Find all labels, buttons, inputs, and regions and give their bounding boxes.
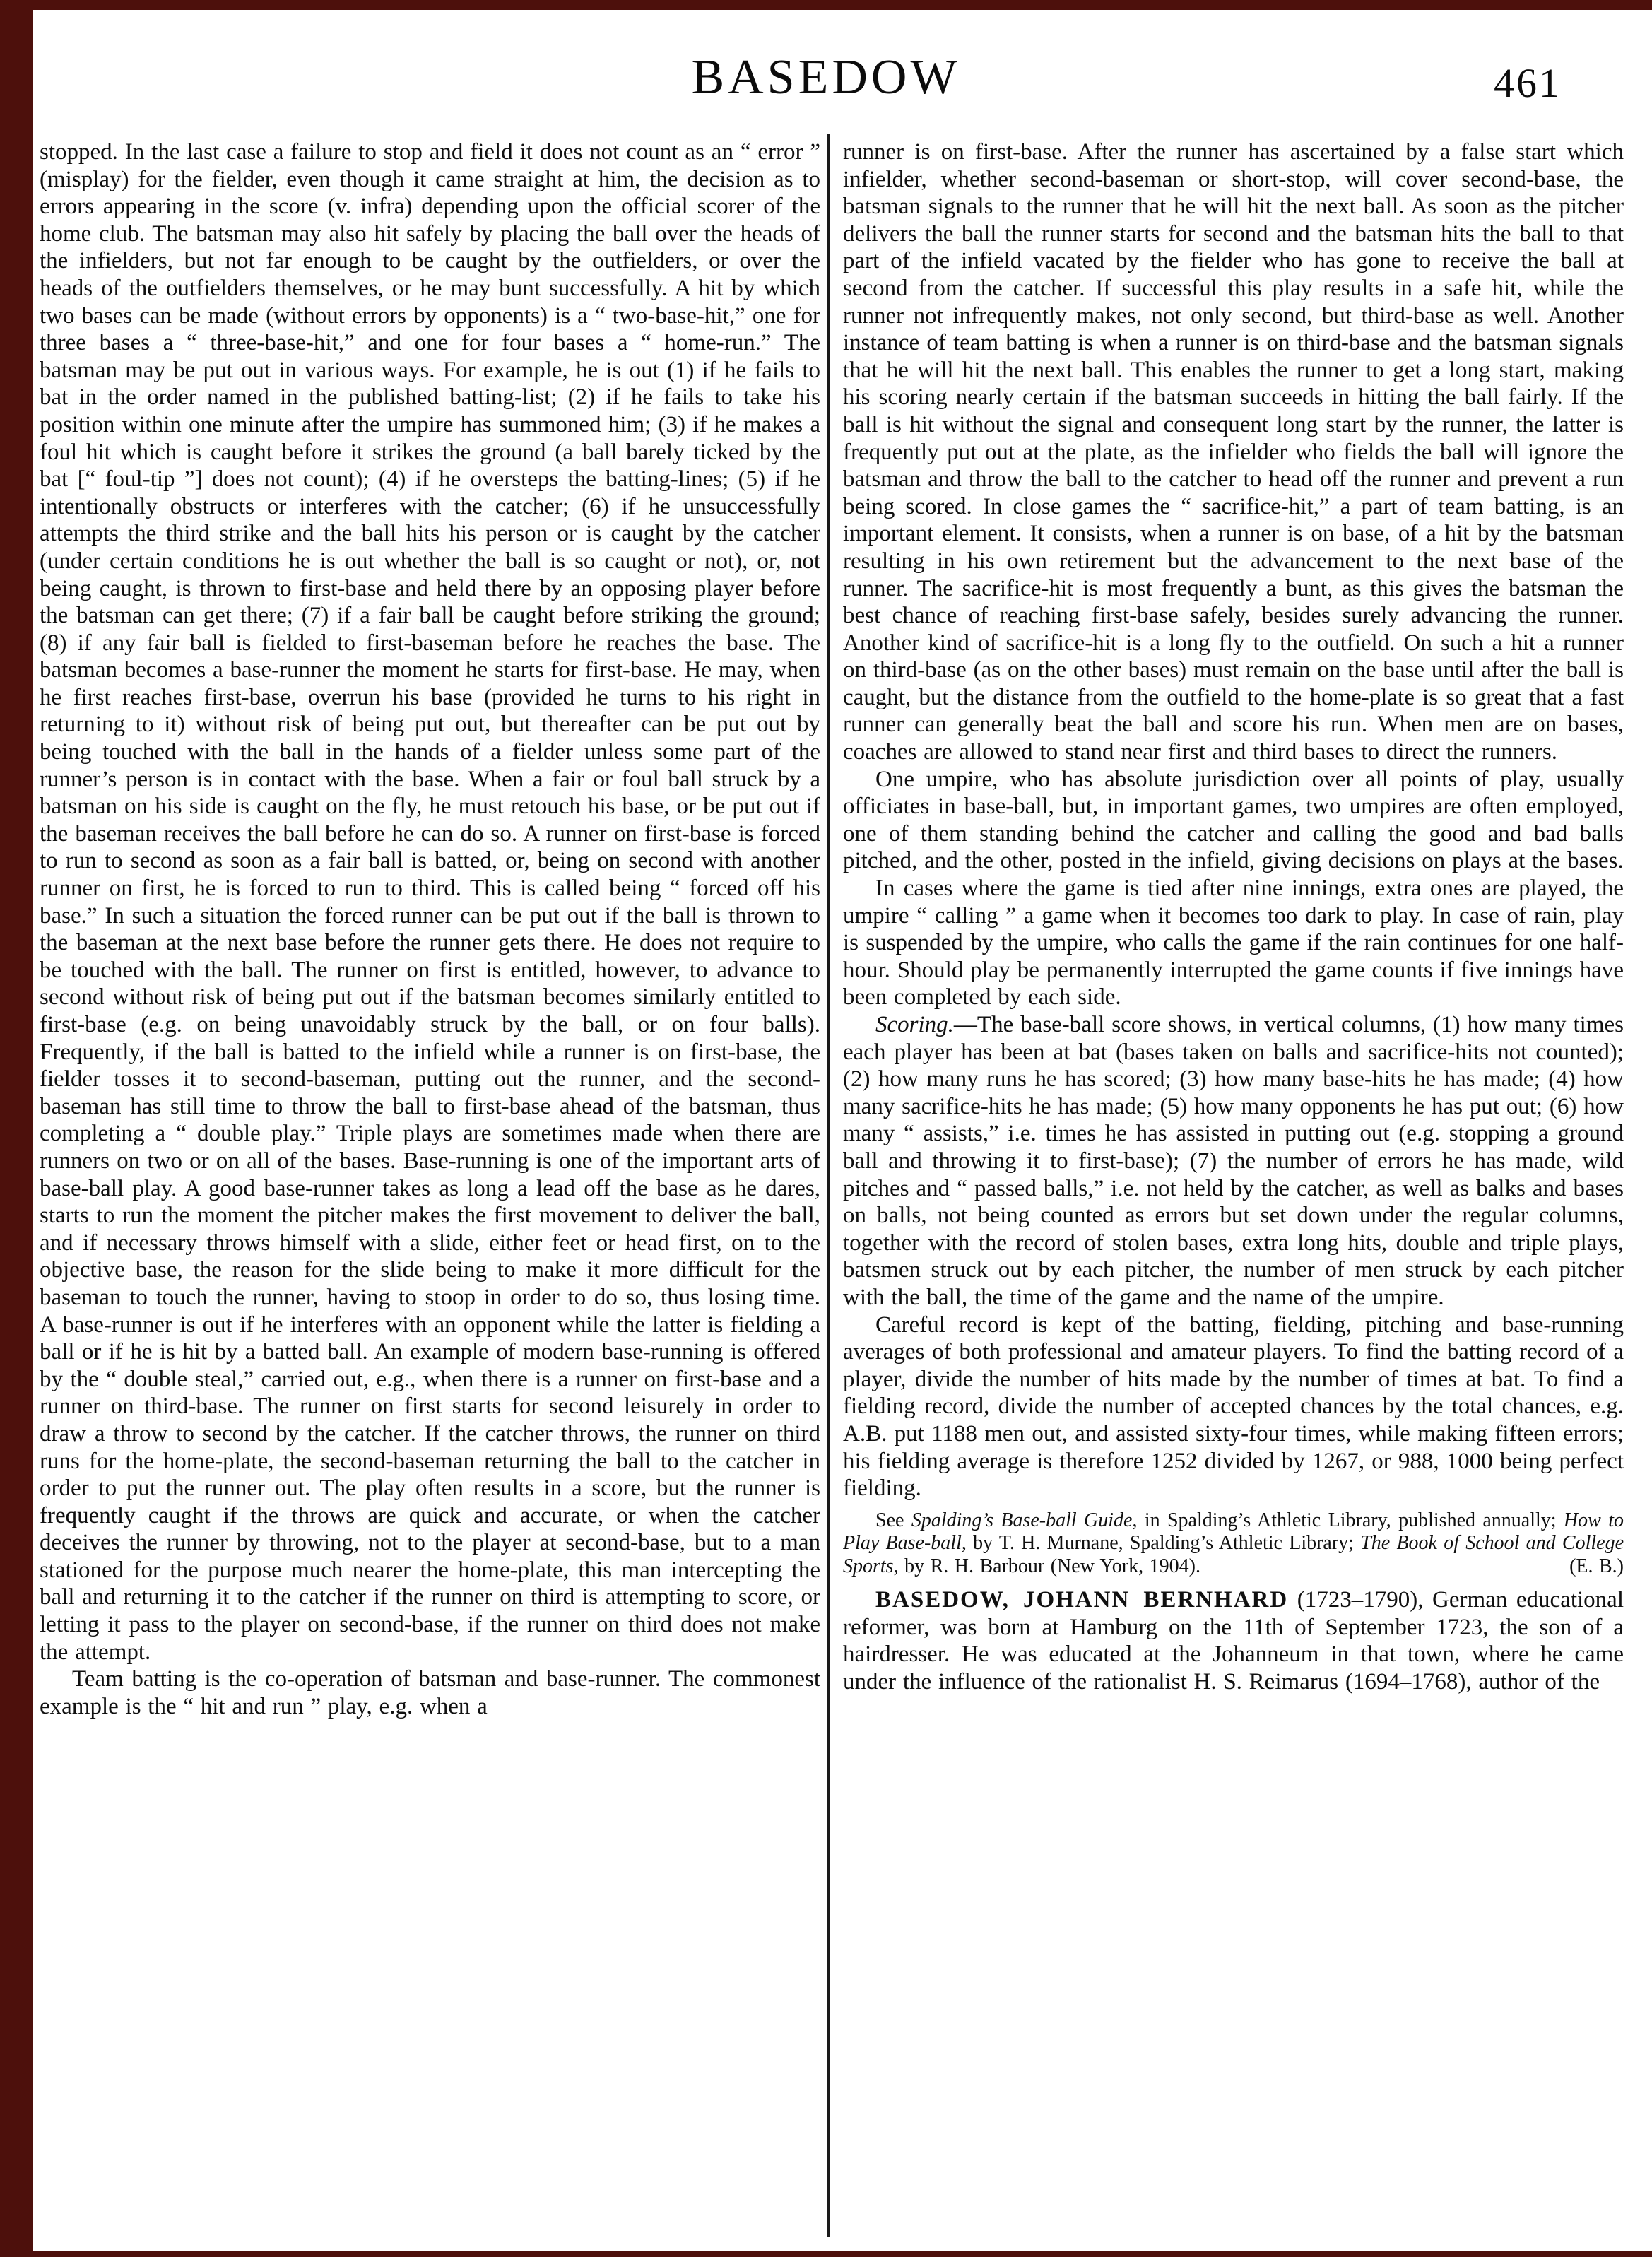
paragraph-scoring (843, 1011, 1624, 1312)
biblio-text: See (875, 1509, 911, 1531)
paragraph-team-batting: Team batting is the co-operation of batsman and base-runner. The commonest example is the “ hit and run ” play, e.g. when a (40, 1666, 820, 1719)
scan-gutter-top (0, 0, 1652, 10)
paragraph-hit-and-run: runner is on first-base. After the runner has ascertained by a false start which infielder, whether second-baseman or short-stop, will cover second-base, the batsman signals to the runner that he will hit the next ball. As soon as the pitcher delivers the ball the runner starts for second and the batsman hits the ball to that part of the infield vacated by the fielder who has gone to receive the ball at second from the catcher. If successful this play results in a safe hit, while the runner not infrequently makes, not only second, but third-base as well. Another instance of team batting is when a runner is on third-base and the batsman signals that he will hit the next ball. This enables the runner to get a long start, making his scoring nearly certain if the batsman succeeds in hitting the ball fairly. If the ball is hit without the signal and consequent long start by the runner, the latter is frequently put out at the plate, as the infielder who fields the ball will ignore the batsman and throw the ball to the catcher to head off the runner and prevent a run being scored. In close games the “ sacrifice-hit,” a part of team batting, is an important element. It consists, when a runner is on base, of a hit by the batsman resulting in his own retirement but the advancement to the next base of the runner. The sacrifice-hit is most frequently a bunt, as this gives the batsman the best chance of reaching first-base safely, besides surely advancing the runner. Another kind of sacrifice-hit is a long fly to the outfield. On such a hit a runner on third-base (as on the other bases) must remain on the base until after the ball is caught, but the distance from the outfield to the home-plate is so great that a fast runner can generally beat the ball and score his run. When men are on bases, coaches are allowed to stand near first and third bases to direct the runners. (843, 139, 1624, 765)
paragraph-bibliography (843, 1509, 1624, 1579)
paragraph-umpires: One umpire, who has absolute jurisdiction over all points of play, usually officiates in base-ball, but, in important games, two umpires are often employed, one of them standing behind the catcher and calling the good and bad balls pitched, and the other, posted in the infield, giving decisions on plays at the bases. (843, 766, 1624, 874)
paragraph-batting-rules: stopped. In the last case a failure to stop and field it does not count as an “ error ” (misplay) for the fielder, even though it came straight at him, the decision as to errors appearing in the score (v. infra) depending upon the official scorer of the home club. The batsman may also hit safely by placing the ball over the heads of the infielders, but not far enough to be caught by the outfielders, or over the heads of the outfielders themselves, or he may bunt successfully. A hit by which two bases can be made (without errors by opponents) is a “ two-base-hit,” one for three bases a “ three-base-hit,” and one for four bases a “ home-run.” The batsman may be put out in various ways. For example, he is out (1) if he fails to bat in the order named in the published batting-list; (2) if he fails to take his position within one minute after the umpire has summoned him; (3) if he makes a foul hit which is caught before it strikes the ground (a ball barely ticked by the bat [“ foul-tip ”] does not count); (4) if he oversteps the batting-lines; (5) if he intentionally obstructs or interferes with the catcher; (6) if he unsuccessfully attempts the third strike and the ball hits his person or is caught by the catcher (under certain conditions he is out whether the ball is so caught or not), or, not being caught, is thrown to first-base and held there by an opposing player before the batsman can get there; (7) if a fair ball be caught before striking the ground; (8) if any fair ball is fielded to first-baseman before he reaches the base. The batsman becomes a base-runner the moment he starts for first-base. He may, when he first reaches first-base, overrun his base (provided he turns to his right in returning to it) without risk of being put out, but thereafter can be put out by being touched with the ball in the hands of a fielder unless some part of the runner’s person is in contact with the base. When a fair or foul ball struck by a batsman on his side is caught on the fly, he must retouch his base, or be put out if the baseman receives the ball before he can do so. A runner on first-base is forced to run to second as soon as a fair ball is batted, or, being on second with another runner on first, he is forced to run to third. This is called being “ forced off his base.” In such a situation the forced runner can be put out if the ball is thrown to the baseman at the next base before the runner gets there. He does not require to be touched with the ball. The runner on first is entitled, however, to advance to second without risk of being put out if the batsman becomes similarly entitled to first-base (e.g. on being unavoidably struck by the ball, or on four balls). Frequently, if the ball is batted to the infield while a runner is on first-base, the fielder tosses it to second-baseman, putting out the runner, and the second-baseman has still time to throw the ball to first-base ahead of the batsman, thus completing a “ double play.” Triple plays are sometimes made when there are runners on two or on all of the bases. Base-running is one of the important arts of base-ball play. A good base-runner takes as long a lead off the base as he dares, starts to run the moment the pitcher makes the first movement to deliver the ball, and if necessary throws himself with a slide, either feet or head first, on to the objective base, the reason for the slide being to make it more difficult for the baseman to touch the runner, having to stoop in order to do so, thus losing time. A base-runner is out if he interferes with an opponent while the latter is fielding a ball or if he is hit by a batted ball. An example of modern base-running is offered by the “ double steal,” carried out, e.g., when there is a runner on first-base and a runner on third-base. The runner on first starts for second leisurely in order to draw a throw to second by the catcher. If the catcher throws, the runner on third runs for the home-plate, the second-baseman returning the ball to the catcher in order to put the runner out. The play often results in a score, but the runner is frequently caught if the throws are quick and accurate, or when the catcher deceives the runner by throwing, not to the player at second-base, but to a man stationed for the purpose much nearer the home-plate, this man intercepting the ball and returning it to the catcher if the runner on third is attempting to score, or letting it pass to the player on second-base, if the runner on third does not make the attempt. (40, 139, 820, 1665)
biblio-text: , in Spalding’s Athletic Library, published annually; (1132, 1509, 1564, 1531)
basedow-body: (1723–1790), German educational reformer, was born at Hamburg on the 11th of September 1723, the son of a hairdresser. He was educated at the Johanneum in that town, where he came under the influence of the rationalist H. S. Reimarus (1694–1768), author of the (843, 1587, 1624, 1695)
right-column (843, 139, 1624, 2244)
scoring-body: —The base-ball score shows, in vertical columns, (1) how many times each player has been at bat (bases taken on balls and sacrifice-hits not counted); (2) how many runs he has scored; (3) how many base-hits he has made; (4) how many sacrifice-hits he has made; (5) how many opponents he has put out; (6) how many “ assists,” i.e. times he has assisted in putting out (e.g. stopping a ground ball and throwing it to first-base); (7) the number of errors he has made, wild pitches and “ passed balls,” i.e. not held by the catcher, as well as balks and bases on balls, not being counted as errors but set down under the regular columns, together with the record of stolen bases, extra long hits, double and triple plays, batsmen struck out by each pitcher, the number of men struck by each pitcher with the ball, the time of the game and the name of the umpire. (843, 1012, 1624, 1310)
left-column (40, 139, 820, 2244)
page-number: 461 (1494, 60, 1562, 106)
basedow-headword: BASEDOW, JOHANN BERNHARD (875, 1587, 1289, 1613)
biblio-title-3: The Book of School and College Sports (843, 1532, 1624, 1577)
paragraph-extra-innings: In cases where the game is tied after nine innings, extra ones are played, the umpire “ calling ” a game when it becomes too dark to play. In case of rain, play is suspended by the umpire, who calls the game if the rain continues for one half-hour. Should play be permanently interrupted the game counts if five innings have been completed by each side. (843, 876, 1624, 1010)
biblio-title-1: Spalding’s Base-ball Guide (911, 1509, 1133, 1531)
author-initials: (E. B.) (1569, 1555, 1624, 1577)
running-head: BASEDOW (691, 50, 961, 105)
biblio-text: , by T. H. Murnane, Spalding’s Athletic Library; (961, 1532, 1361, 1555)
scan-gutter-left (0, 0, 33, 2257)
article-body (40, 139, 1624, 2244)
paragraph-basedow-article (843, 1586, 1624, 1695)
paragraph-averages: Careful record is kept of the batting, fielding, pitching and base-running averages of both professional and amateur players. To find the batting record of a player, divide the number of hits made by the number of times at bat. To find a fielding record, divide the number of accepted chances by the total chances, e.g. A.B. put 1188 men out, and assisted sixty-four times, while making fifteen errors; his fielding average is therefore 1252 divided by 1267, or 988, 1000 being perfect fielding. (843, 1312, 1624, 1502)
scoring-lead: Scoring. (875, 1012, 954, 1037)
scan-gutter-bottom (0, 2251, 1652, 2257)
biblio-title-2: How to Play Base-ball (843, 1509, 1624, 1555)
biblio-text: , by R. H. Barbour (New York, 1904). (893, 1555, 1200, 1577)
